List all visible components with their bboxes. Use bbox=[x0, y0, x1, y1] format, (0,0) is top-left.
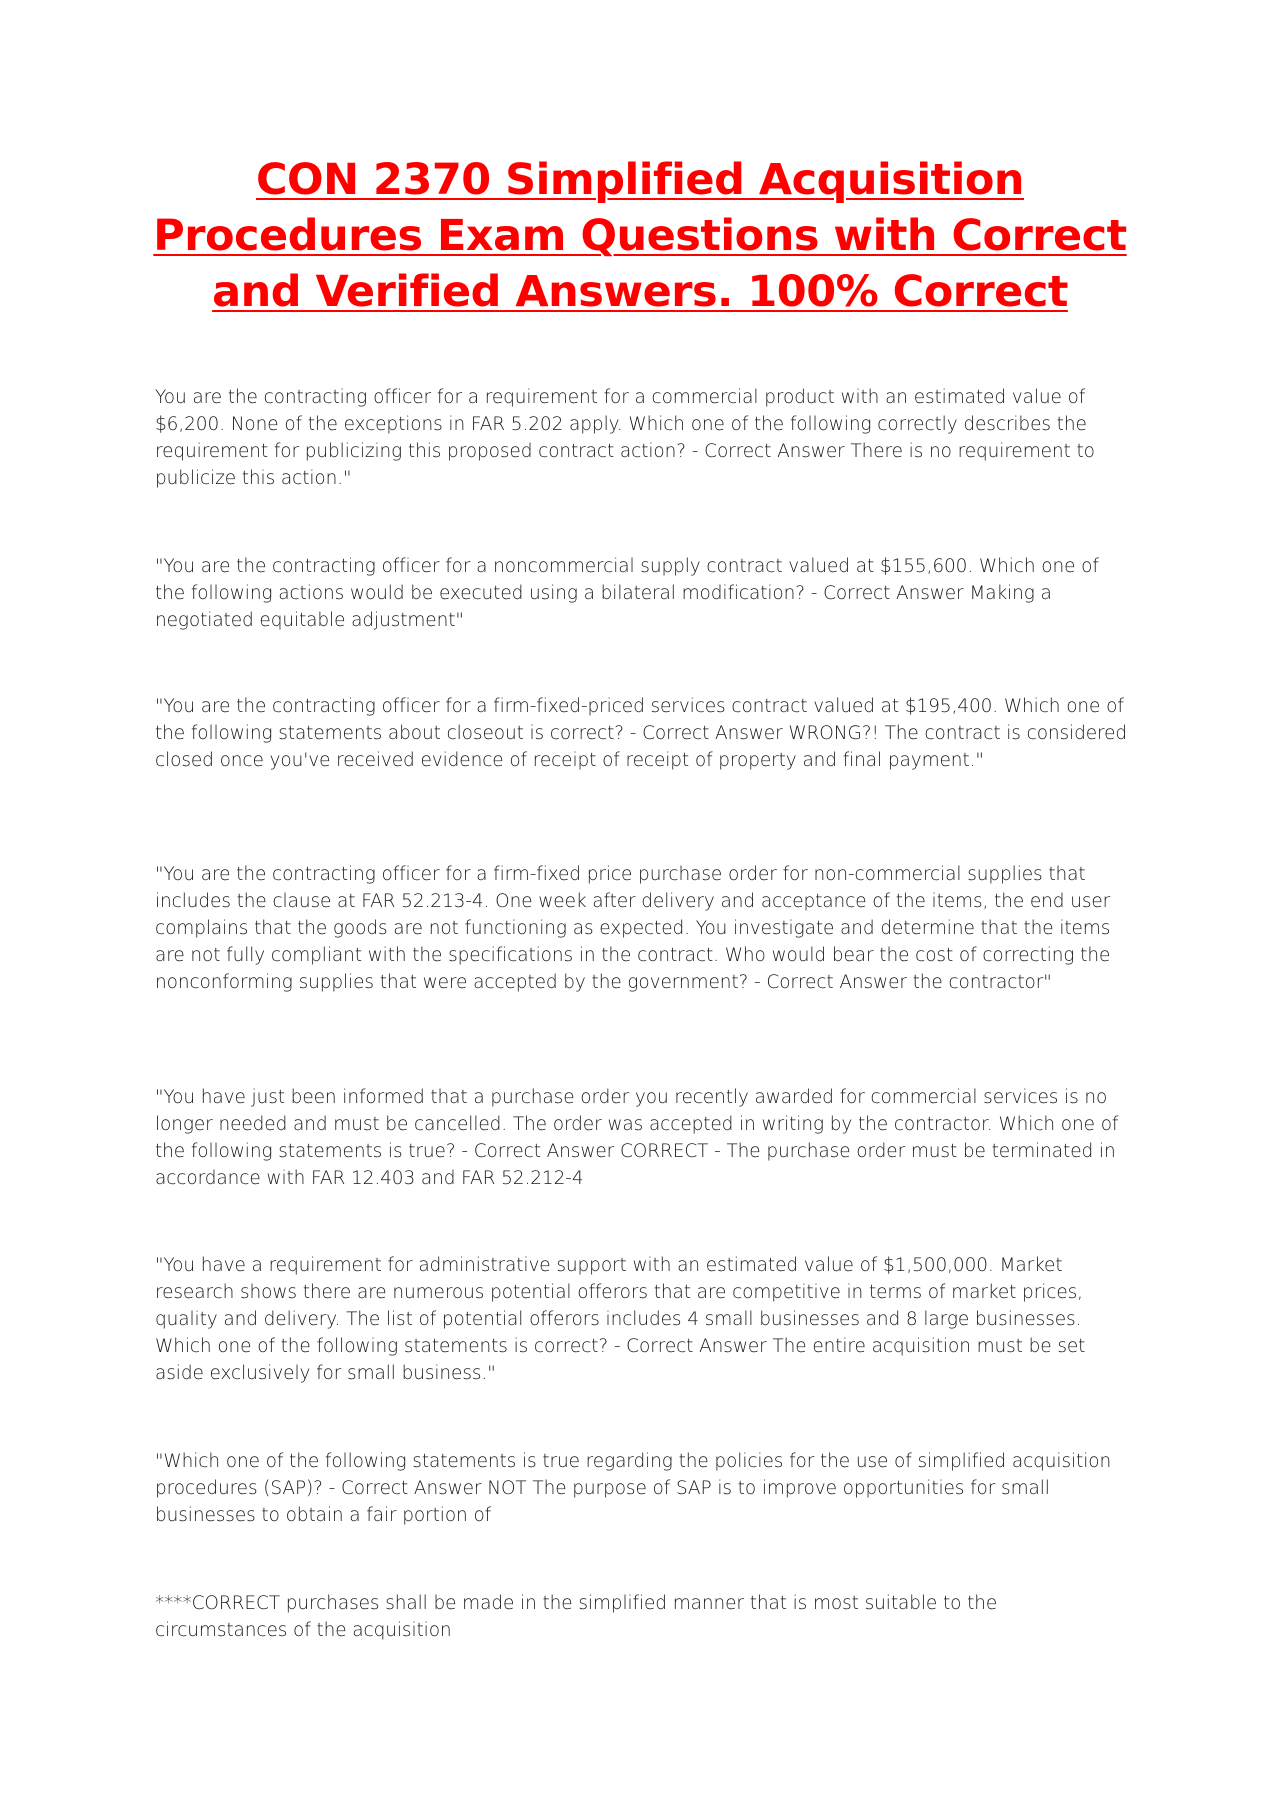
question-answer-paragraph: "You are the contracting officer for a firm-fixed price purchase order for non-commercial supplies that includes the clause at FAR 52.213-4. One week after delivery and acceptance of the items, the end user complains that the goods are not functioning as expected. You investigate and determine that the items are not fully compliant with the specifications in the contract. Who would bear the cost of correcting the nonconforming supplies that were accepted by the government? - Correct Answer the contractor" bbox=[155, 864, 1111, 993]
question-answer-paragraph: "Which one of the following statements is true regarding the policies for the use of simplified acquisition procedures (SAP)? - Correct Answer NOT The purpose of SAP is to improve opportunities for small businesses to obtain a fair portion of bbox=[155, 1451, 1112, 1526]
question-answer-paragraph: "You have just been informed that a purchase order you recently awarded for commercial services is no longer needed and must be cancelled. The order was accepted in writing by the contractor. Which one of the following statements is true? - Correct Answer CORRECT - The purchase order must be terminated in accordance with FAR 12.403 and FAR 52.212-4 bbox=[155, 1087, 1119, 1189]
question-answer-paragraph: "You are the contracting officer for a firm-fixed-priced services contract valued at $195,400. Which one of the following statements about closeout is correct? - Correct Answer WRONG?! The contract is considered closed once you've received evidence of receipt of receipt of property and final payment." bbox=[155, 696, 1128, 771]
question-answer-paragraph: You are the contracting officer for a requirement for a commercial product with an estimated value of $6,200. None of the exceptions in FAR 5.202 apply. Which one of the following correctly describes the requirement for publicizing this proposed contract action? - Correct Answer There is no requirement to publicize this action." bbox=[155, 387, 1095, 489]
question-answer-paragraph: ****CORRECT purchases shall be made in the simplified manner that is most suitable to the circumstances of the acquisition bbox=[155, 1593, 998, 1641]
document-title: CON 2370 Simplified Acquisition Procedures Exam Questions with Correct and Verified Answers. 100% Correct bbox=[153, 155, 1127, 317]
question-answer-paragraph: "You are the contracting officer for a noncommercial supply contract valued at $155,600. Which one of the following actions would be executed using a bilateral modification? - Correct Answer Making a negotiated equitable adjustment" bbox=[155, 556, 1099, 631]
question-answer-paragraph: "You have a requirement for administrative support with an estimated value of $1,500,000. Market research shows there are numerous potential offerors that are competitive in terms of market prices, quality and delivery. The list of potential offerors includes 4 small businesses and 8 large businesses. Which one of the following statements is correct? - Correct Answer The entire acquisition must be set aside exclusively for small business." bbox=[155, 1255, 1086, 1384]
